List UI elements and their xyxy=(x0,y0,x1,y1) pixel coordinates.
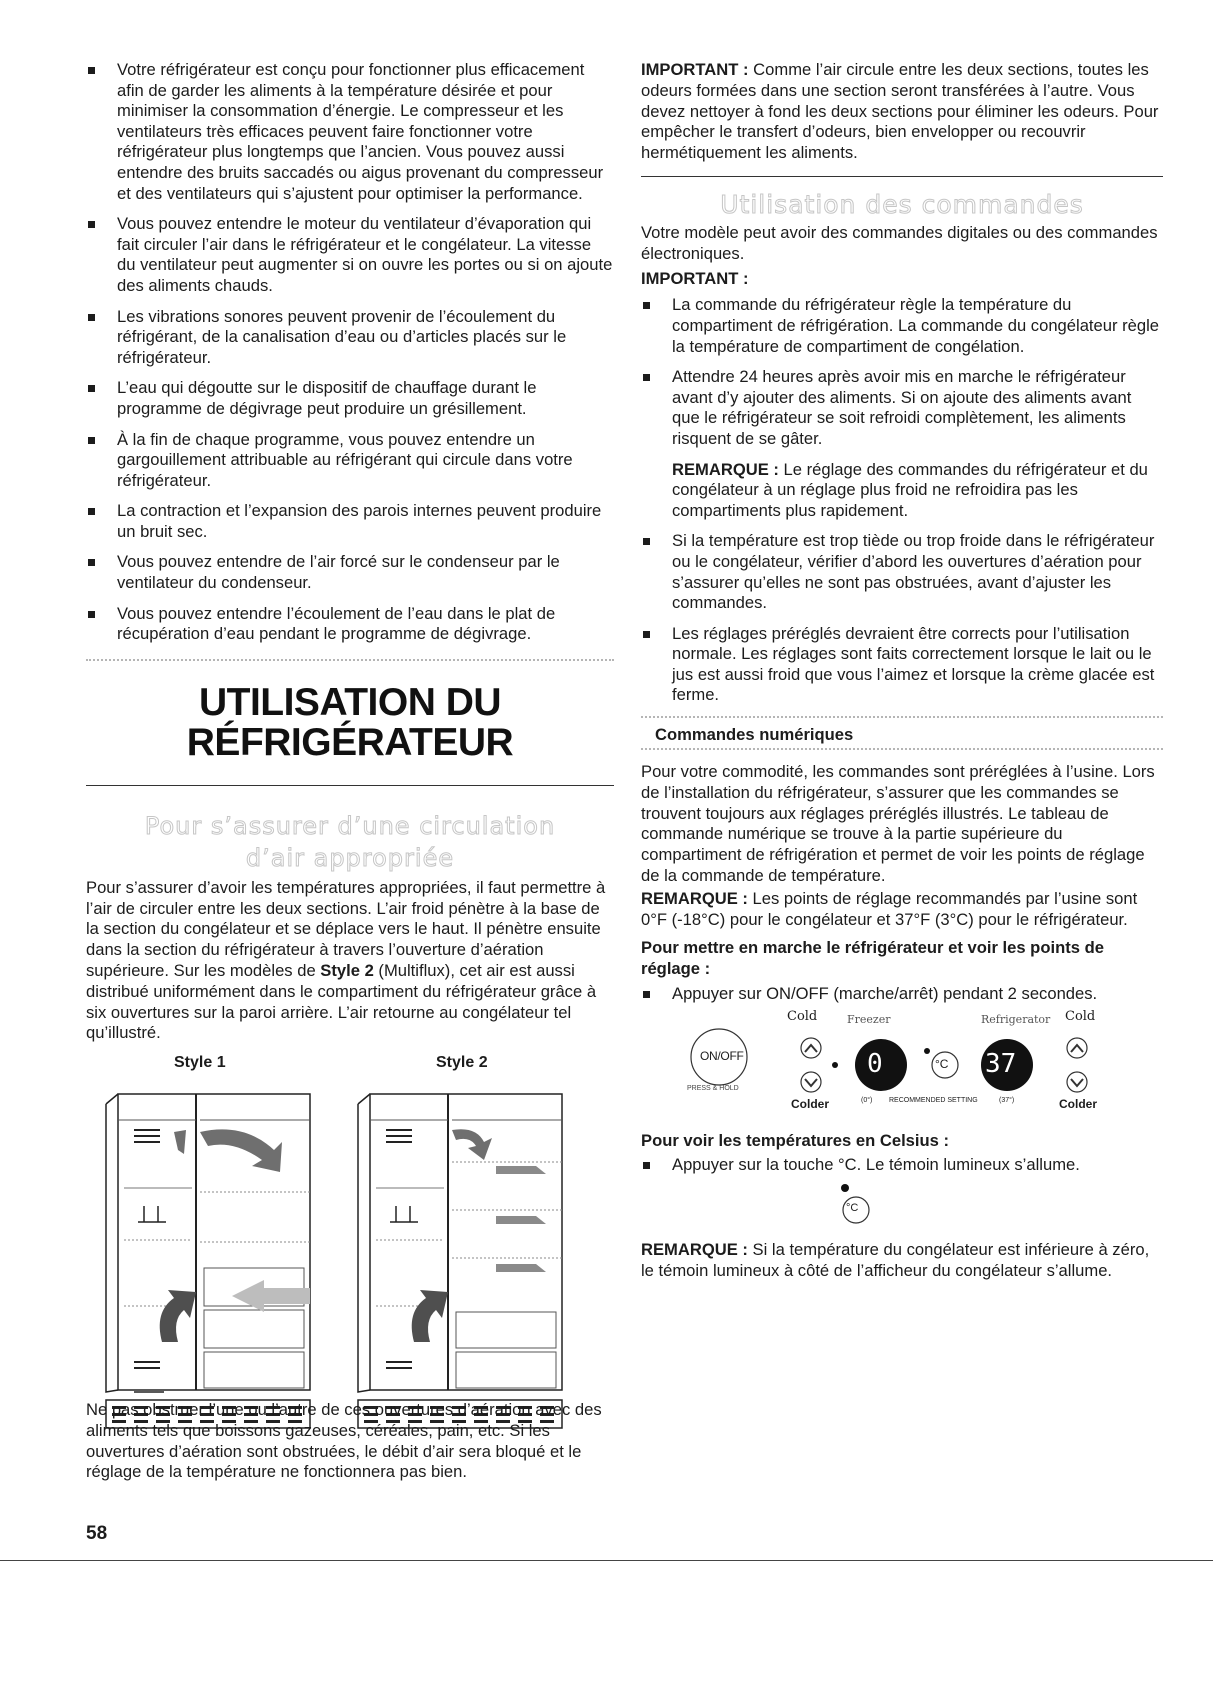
remarque-note xyxy=(672,460,1163,522)
list-item: Si la température est trop tiède ou trop froide dans le réfrigérateur ou le congélateur, vérifier d’abord les ouvertures d’aération pour s’assurer qu’elles ne sont pas obstruées, avant d’ajuster les commandes. xyxy=(641,531,1163,613)
paragraph-text: Pour s’assurer d’avoir les températures appropriées, il faut permettre à l’air de circuler entre les deux sections. L’air froid pénètre à la base de la section du congélateur et se déplace vers le haut. Il pénètre ensuite dans la section du réfrigérateur à travers l’ouverture d’aération supérieure. Sur les modèles de xyxy=(86,877,606,981)
onoff-heading: Pour mettre en marche le réfrigérateur et voir les points de réglage : xyxy=(641,938,1104,979)
remarque-text: Les points de réglage recommandés par l’usine sont 0°F (-18°C) pour le congélateur et 37°F (3°C) pour le réfrigérateur. xyxy=(641,888,1138,929)
page-number: 58 xyxy=(86,1523,108,1544)
title-line: RÉFRIGÉRATEUR xyxy=(186,720,514,764)
list-item: À la fin de chaque programme, vous pouvez entendre un gargouillement attribuable au réfrigérant qui circule dans votre réfrigérateur. xyxy=(86,430,614,492)
paragraph-text: (Multiflux), cet air est aussi distribué uniformément dans le compartiment du réfrigérateur grâce à six ouvertures sur la paroi arrière. L’air retourne au congélateur tel qu’illustré. xyxy=(86,961,597,1043)
fridge-cold-label: Cold xyxy=(1065,1008,1096,1024)
title-rule xyxy=(86,785,614,786)
numeric-paragraph: Pour votre commodité, les commandes sont préréglées à l’usine. Lors de l’installation du réfrigérateur, s’assurer que les commandes se trouvent toujours aux réglages préréglés illustrés. Le tableau de commande numérique se trouve à la partie supérieure du compartiment de réfrigération et permet de voir les points de réglage de la commande de température. xyxy=(641,762,1155,886)
style2-label: Style 2 xyxy=(436,1054,488,1072)
freezer-display-value: 0 xyxy=(867,1048,883,1079)
control-panel xyxy=(641,1008,1163,1125)
paragraph-text: Comme l’air circule entre les deux sections, toutes les odeurs formées dans une section seront transférées à l’autre. Vous devez nettoyer à fond les deux sections pour éliminer les odeurs. Pour empêcher le transfert d’odeurs, bien envelopper ou recouvrir hermétiquement les aliments. xyxy=(641,60,1159,163)
subheading: Pour s’assurer d’une circulation d’air appropriée xyxy=(144,811,556,872)
page-bottom-rule xyxy=(0,1560,1213,1561)
list-item: Vous pouvez entendre l’écoulement de l’eau dans le plat de récupération d’eau pendant le programme de dégivrage. xyxy=(86,604,614,645)
recommended-setting: RECOMMENDED SETTING xyxy=(889,1096,978,1104)
style1-label: Style 1 xyxy=(174,1054,226,1072)
list-item-text: Attendre 24 heures après avoir mis en marche le réfrigérateur avant d’y ajouter des aliments. Si on ajoute des aliments avant que le réfrigérateur se soit refroidi complètement, les aliments risquent de se gâter. xyxy=(672,367,1132,448)
freezer-label: Freezer xyxy=(847,1012,891,1026)
list-item: La commande du réfrigérateur règle la température du compartiment de réfrigération. La commande du congélateur règle la température de compartiment de congélation. xyxy=(641,295,1163,357)
numeric-heading: Commandes numériques xyxy=(655,725,854,745)
remarque-text: Le réglage des commandes du réfrigérateur et du congélateur à un réglage plus froid ne refroidira pas les compartiments plus rapidement. xyxy=(672,459,1148,520)
celsius-list xyxy=(641,1155,1163,1176)
list-item: Appuyer sur la touche °C. Le témoin lumineux s’allume. xyxy=(641,1155,1163,1176)
section-divider xyxy=(86,659,614,661)
freezer-cold-label: Cold xyxy=(787,1008,818,1024)
list-item xyxy=(641,367,1163,521)
title-line: UTILISATION DU xyxy=(198,680,502,724)
freezer-warmer-button[interactable] xyxy=(801,1038,821,1058)
style2-ref: Style 2 xyxy=(320,961,374,981)
remarque-paragraph xyxy=(641,889,1163,931)
freezer-colder-button[interactable] xyxy=(801,1072,821,1092)
remarque-label: REMARQUE : xyxy=(672,459,779,479)
list-item: La contraction et l’expansion des parois internes peuvent produire un bruit sec. xyxy=(86,501,614,542)
freezer-colder-label: Colder xyxy=(791,1096,830,1111)
press-hold-label: PRESS & HOLD xyxy=(687,1084,739,1092)
remarque-label: REMARQUE : xyxy=(641,888,748,908)
fridge-display-value: 37 xyxy=(985,1048,1017,1079)
fridge-colder-label: Colder xyxy=(1059,1096,1098,1111)
list-item: Les réglages préréglés devraient être corrects pour l’utilisation normale. Les réglages sont faits correctement lorsque le lait ou le jus est aussi froid que vous l’aimez et lorsque la crème glacée est ferme. xyxy=(641,624,1163,706)
remarque-text: Si la température du congélateur est inférieure à zéro, le témoin lumineux à côté de l’afficheur du congélateur s’allume. xyxy=(641,1240,1150,1280)
remarque-paragraph-3 xyxy=(641,1240,1163,1282)
section-rule xyxy=(641,176,1163,177)
style2-fridge-illustration xyxy=(356,1092,566,1396)
controls-heading: Utilisation des commandes xyxy=(720,189,1084,219)
remarque-label: REMARQUE : xyxy=(641,1240,748,1260)
list-item: L’eau qui dégoutte sur le dispositif de chauffage durant le programme de dégivrage peut produire un grésillement. xyxy=(86,378,614,419)
section-title xyxy=(86,680,614,764)
controls-list xyxy=(641,295,1163,706)
style1-fridge-illustration xyxy=(104,1092,314,1396)
celsius-icon-label: °C xyxy=(846,1202,859,1215)
important-label-2: IMPORTANT : xyxy=(641,268,749,288)
style-illustrations xyxy=(86,1044,614,1684)
subsection-divider xyxy=(641,716,1163,718)
list-item: Appuyer sur ON/OFF (marche/arrêt) pendant 2 secondes. xyxy=(641,984,1163,1005)
important-paragraph xyxy=(641,60,1163,164)
list-item: Vous pouvez entendre de l’air forcé sur le condenseur par le ventilateur du condenseur. xyxy=(86,552,614,593)
controls-intro: Votre modèle peut avoir des commandes digitales ou des commandes électroniques. xyxy=(641,222,1158,263)
right-column xyxy=(641,60,1163,1282)
celsius-label: °C xyxy=(935,1056,949,1071)
refrigerator-label: Refrigerator xyxy=(981,1012,1051,1026)
list-item: Votre réfrigérateur est conçu pour fonctionner plus efficacement afin de garder les aliments à la température désirée et pour minimiser la consommation d’énergie. Le compresseur et les ventilateurs très efficaces peuvent faire fonctionner votre réfrigérateur plus longtemps que l’ancien. Vous pouvez aussi entendre des bruits saccadés ou aigus provenant du compresseur et des ventilateurs qui s’ajustent pour optimiser la performance. xyxy=(86,60,614,204)
noise-list xyxy=(86,60,614,645)
subsection-divider xyxy=(641,748,1163,750)
onoff-list xyxy=(641,984,1163,1005)
list-item: Vous pouvez entendre le moteur du ventilateur d’évaporation qui fait circuler l’air dans le réfrigérateur et le congélateur. La vitesse du ventilateur peut augmenter si on ouvre les portes ou si on ajoute des aliments chauds. xyxy=(86,214,614,296)
important-label: IMPORTANT : xyxy=(641,60,749,79)
celsius-heading: Pour voir les températures en Celsius : xyxy=(641,1130,950,1150)
celsius-button-figure xyxy=(641,1186,1163,1236)
closing-paragraph: Ne pas obstruer l’une ou l’autre de ces ouvertures d’aération avec des aliments tels que boissons gazeuses, céréales, pain, etc. Si les ouvertures d’aération sont obstruées, le débit d’air sera bloqué et le réglage de la température ne fonctionnera pas bien. xyxy=(86,1400,602,1482)
fridge-colder-button[interactable] xyxy=(1067,1072,1087,1092)
recommended-left: (0°) xyxy=(861,1096,873,1104)
onoff-label: ON/OFF xyxy=(700,1048,744,1063)
recommended-right: (37°) xyxy=(999,1096,1015,1104)
airflow-paragraph xyxy=(86,878,614,1044)
fridge-warmer-button[interactable] xyxy=(1067,1038,1087,1058)
list-item: Les vibrations sonores peuvent provenir de l’écoulement du réfrigérant, de la canalisation d’eau ou d’articles placés sur le réfrigérateur. xyxy=(86,307,614,369)
